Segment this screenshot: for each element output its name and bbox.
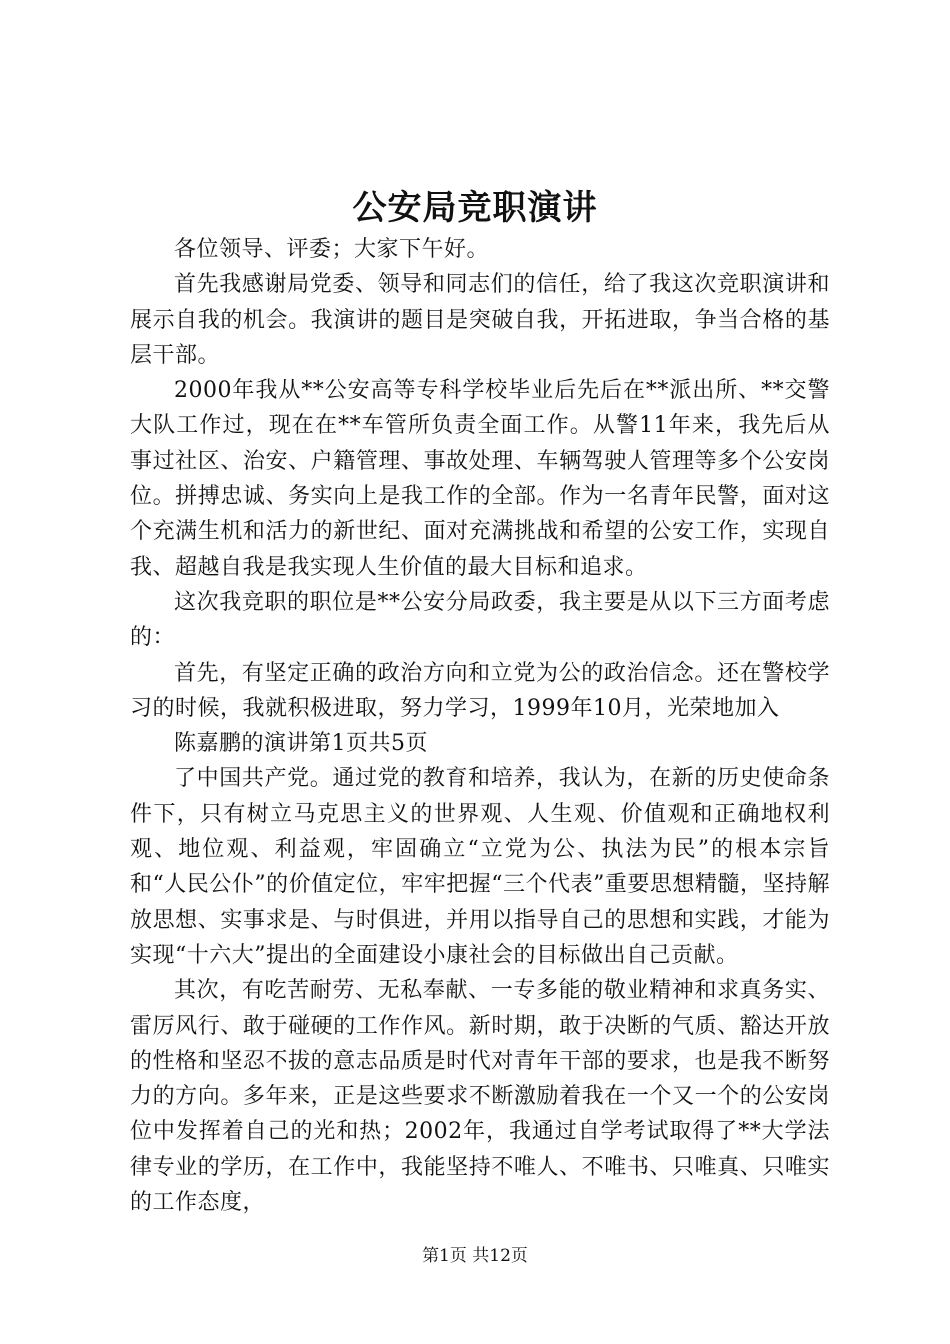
document-body [130,232,830,1220]
paragraph-first-point: 首先，有坚定正确的政治方向和立党为公的政治信念。还在警校学习的时候，我就积极进取，努力学习，1999年10月，光荣地加入 [130,660,830,721]
paragraph-position: 这次我竞职的职位是**公安分局政委，我主要是从以下三方面考虑的： [130,589,830,651]
paragraph-greeting: 各位领导、评委；大家下午好。 [174,237,490,262]
paragraph-background: 2000年我从**公安高等专科学校毕业后先后在**派出所、**交警大队工作过，现在在**车管所负责全面工作。从警11年来，我先后从事过社区、治安、户籍管理、事故处理、车辆驾驶人管理等多个公安岗位。拼搏忠诚、务实向上是我工作的全部。作为一名青年民警，面对这个充满生机和活力的新世纪、面对充满挑战和希望的公安工作，实现自我、超越自我是我实现人生价值的最大目标和追求。 [130,378,830,580]
paragraph-second-point: 其次，有吃苦耐劳、无私奉献、一专多能的敬业精神和求真务实、雷厉风行、敢于碰硬的工作作风。新时期，敢于决断的气质、豁达开放的性格和坚忍不拔的意志品质是时代对青年干部的要求，也是我不断努力的方向。多年来，正是这些要求不断激励着我在一个又一个的公安岗位中发挥着自己的光和热；2002年，我通过自学考试取得了**大学法律专业的学历，在工作中，我能坚持不唯人、不唯书、只唯真、只唯实的工作态度， [130,978,830,1216]
paragraph-party: 了中国共产党。通过党的教育和培养，我认为，在新的历史使命条件下，只有树立马克思主义的世界观、人生观、价值观和正确地权利观、地位观、利益观，牢固确立“立党为公、执法为民”的根本宗旨和“人民公仆”的价值定位，牢牢把握“三个代表”重要思想精髓，坚持解放思想、实事求是、与时俱进，并用以指导自己的思想和实践，才能为实现“十六大”提出的全面建设小康社会的目标做出自己贡献。 [130,766,830,968]
page-footer: 第1页 共12页 [422,1246,528,1266]
paragraph-thanks: 首先我感谢局党委、领导和同志们的信任，给了我这次竞职演讲和展示自我的机会。我演讲的题目是突破自我，开拓进取，争当合格的基层干部。 [130,272,830,368]
document-title: 公安局竞职演讲 [352,188,598,228]
paragraph-inline-page-note: 陈嘉鹏的演讲第1页共5页 [174,731,428,757]
